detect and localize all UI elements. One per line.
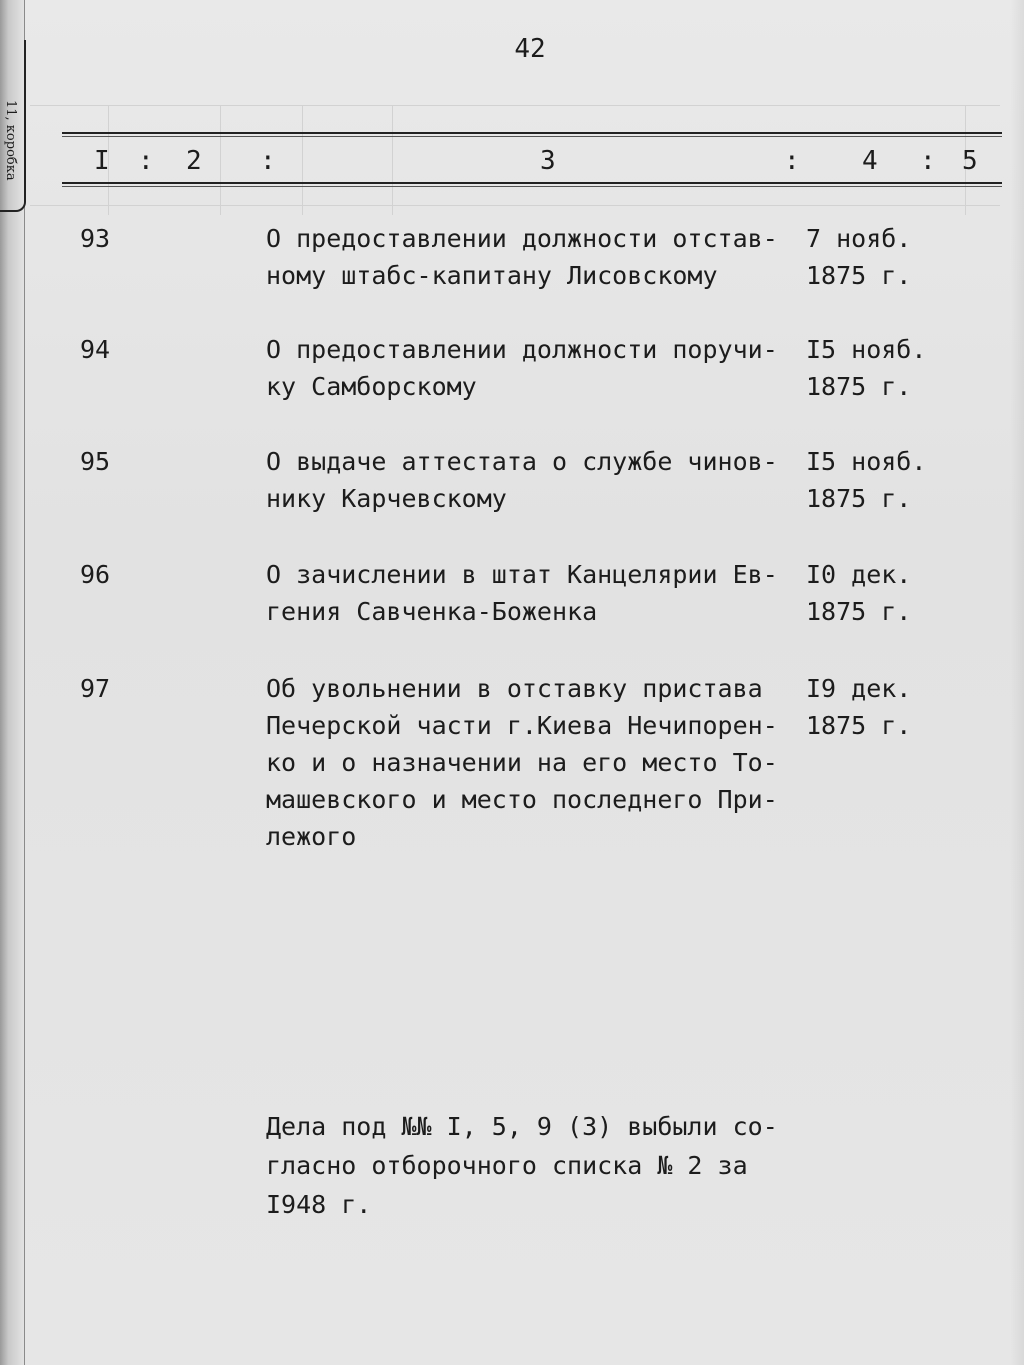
- case-number: 96: [80, 560, 111, 589]
- header-rule-top: [62, 132, 1002, 134]
- case-title: О выдаче аттестата о службе чинов- нику Карчевскому: [266, 447, 778, 513]
- case-number: 97: [80, 674, 111, 703]
- show-through-line: [30, 105, 1000, 106]
- case-number: 94: [80, 335, 111, 364]
- header-col-2: 2: [186, 146, 202, 176]
- header-rule-bottom-thin: [62, 186, 1002, 187]
- sheet-edge: [1010, 0, 1024, 1365]
- footer-note: Дела под №№ I, 5, 9 (3) выбыли со- гласно отборочного списка № 2 за I948 г.: [266, 1112, 778, 1219]
- header-separator: :: [920, 146, 936, 176]
- spine-label-text: 11, коробка: [3, 100, 18, 181]
- page-number: 42: [514, 34, 546, 64]
- show-through-line: [30, 205, 1000, 206]
- header-col-1: I: [94, 146, 110, 176]
- spine-label: [0, 40, 26, 212]
- case-date: I9 дек. 1875 г.: [806, 674, 912, 740]
- case-title: О предоставлении должности поручи- ку Самборскому: [266, 335, 778, 401]
- table-header: [62, 128, 1002, 188]
- case-title: Об увольнении в отставку пристава Печерской части г.Киева Нечипорен- ко и о назначении на его место То- машевского и место последнего При- лежого: [266, 674, 778, 851]
- case-date: I5 нояб. 1875 г.: [806, 335, 927, 401]
- header-rule-top-thin: [62, 136, 1002, 137]
- case-title: О зачислении в штат Канцелярии Ев- гения Савченка-Боженка: [266, 560, 778, 626]
- header-separator: :: [784, 146, 800, 176]
- header-separator: :: [260, 146, 276, 176]
- header-rule-bottom: [62, 182, 1002, 184]
- header-separator: :: [138, 146, 154, 176]
- header-col-4: 4: [862, 146, 878, 176]
- case-title: О предоставлении должности отстав- ному штабс-капитану Лисовскому: [266, 224, 778, 290]
- case-number: 93: [80, 224, 111, 253]
- case-date: 7 нояб. 1875 г.: [806, 224, 912, 290]
- header-col-5: 5: [962, 146, 978, 176]
- header-col-3: 3: [540, 146, 556, 176]
- case-date: I0 дек. 1875 г.: [806, 560, 912, 626]
- case-date: I5 нояб. 1875 г.: [806, 447, 927, 513]
- case-number: 95: [80, 447, 111, 476]
